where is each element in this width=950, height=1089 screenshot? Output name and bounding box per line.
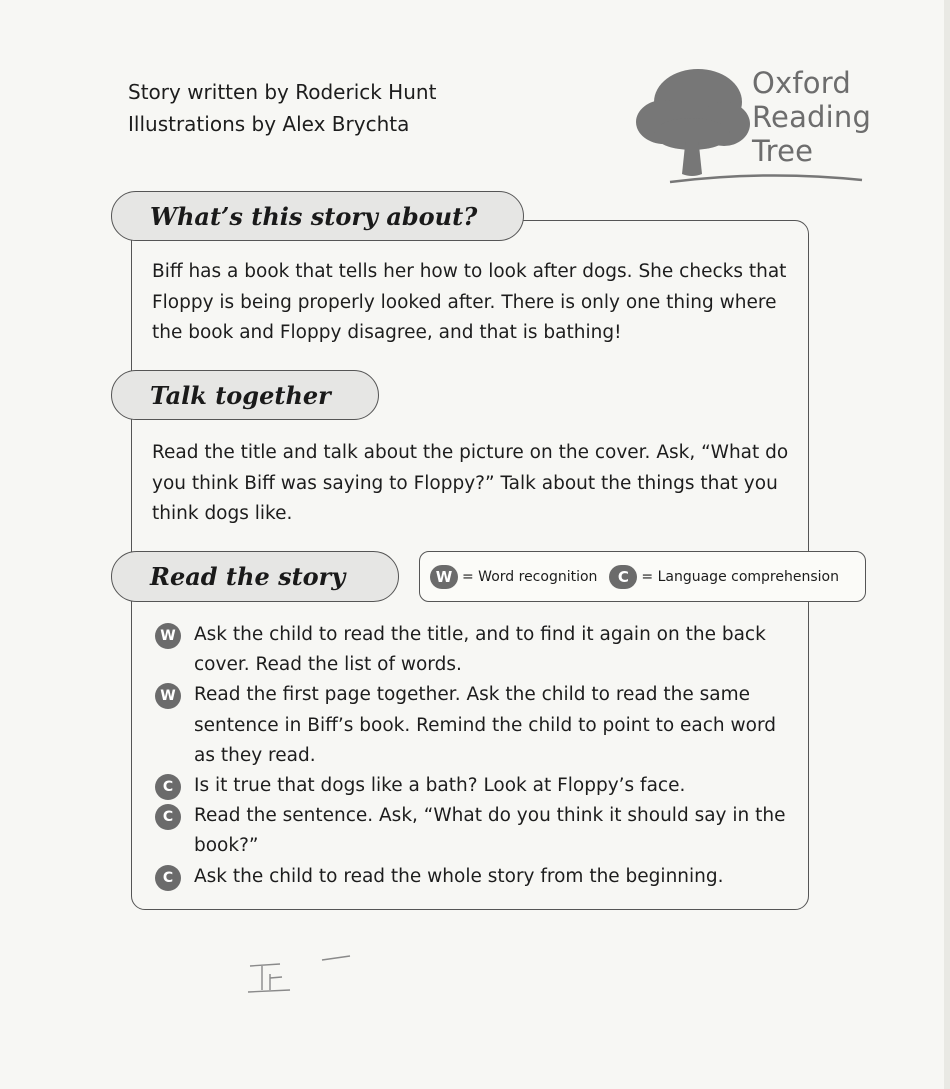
reading-steps xyxy=(155,620,805,892)
word-recognition-icon: W xyxy=(430,565,458,589)
logo-line-tree: Tree xyxy=(752,134,814,168)
step-text: Read the first page together. Ask the child to read the same sentence in Biff’s book. Remind the child to point to each word as they read. xyxy=(194,684,777,766)
word-recognition-icon: W xyxy=(155,683,181,709)
language-comprehension-label: = Language comprehension xyxy=(641,568,839,585)
logo-text xyxy=(752,66,871,168)
oxford-reading-tree-logo xyxy=(636,66,872,198)
handwritten-mark xyxy=(244,950,364,1000)
section-heading-talk: Talk together xyxy=(111,370,379,420)
list-item xyxy=(155,801,805,861)
section-heading-read: Read the story xyxy=(111,551,399,602)
word-recognition-label: = Word recognition xyxy=(462,568,598,585)
step-text: Is it true that dogs like a bath? Look at Floppy’s face. xyxy=(194,775,686,797)
page-edge xyxy=(944,0,950,1089)
step-text: Ask the child to read the title, and to find it again on the back cover. Read the list of words. xyxy=(194,624,766,676)
language-comprehension-icon: C xyxy=(609,565,637,589)
language-comprehension-icon: C xyxy=(155,865,181,891)
illustrator-credit: Illustrations by Alex Brychta xyxy=(128,112,410,136)
list-item xyxy=(155,620,805,680)
talk-paragraph: Read the title and talk about the picture on the cover. Ask, “What do you think Biff was saying to Floppy?” Talk about the things that you think dogs like. xyxy=(152,442,789,524)
step-text: Read the sentence. Ask, “What do you think it should say in the book?” xyxy=(194,805,786,857)
language-comprehension-icon: C xyxy=(155,774,181,800)
language-comprehension-icon: C xyxy=(155,804,181,830)
list-item xyxy=(155,680,805,771)
logo-line-reading: Reading xyxy=(752,100,872,134)
logo-line-oxford: Oxford xyxy=(752,66,851,100)
list-item xyxy=(155,771,805,801)
word-recognition-icon: W xyxy=(155,623,181,649)
section-heading-about: What’s this story about? xyxy=(111,191,524,241)
about-paragraph: Biff has a book that tells her how to look after dogs. She checks that Floppy is being properly looked after. There is only one thing where the book and Floppy disagree, and that is bathing! xyxy=(152,261,787,343)
credits xyxy=(128,76,436,140)
author-credit: Story written by Roderick Hunt xyxy=(128,80,437,104)
step-text: Ask the child to read the whole story from the beginning. xyxy=(194,865,724,887)
list-item xyxy=(155,862,805,892)
badge-key xyxy=(419,551,866,602)
